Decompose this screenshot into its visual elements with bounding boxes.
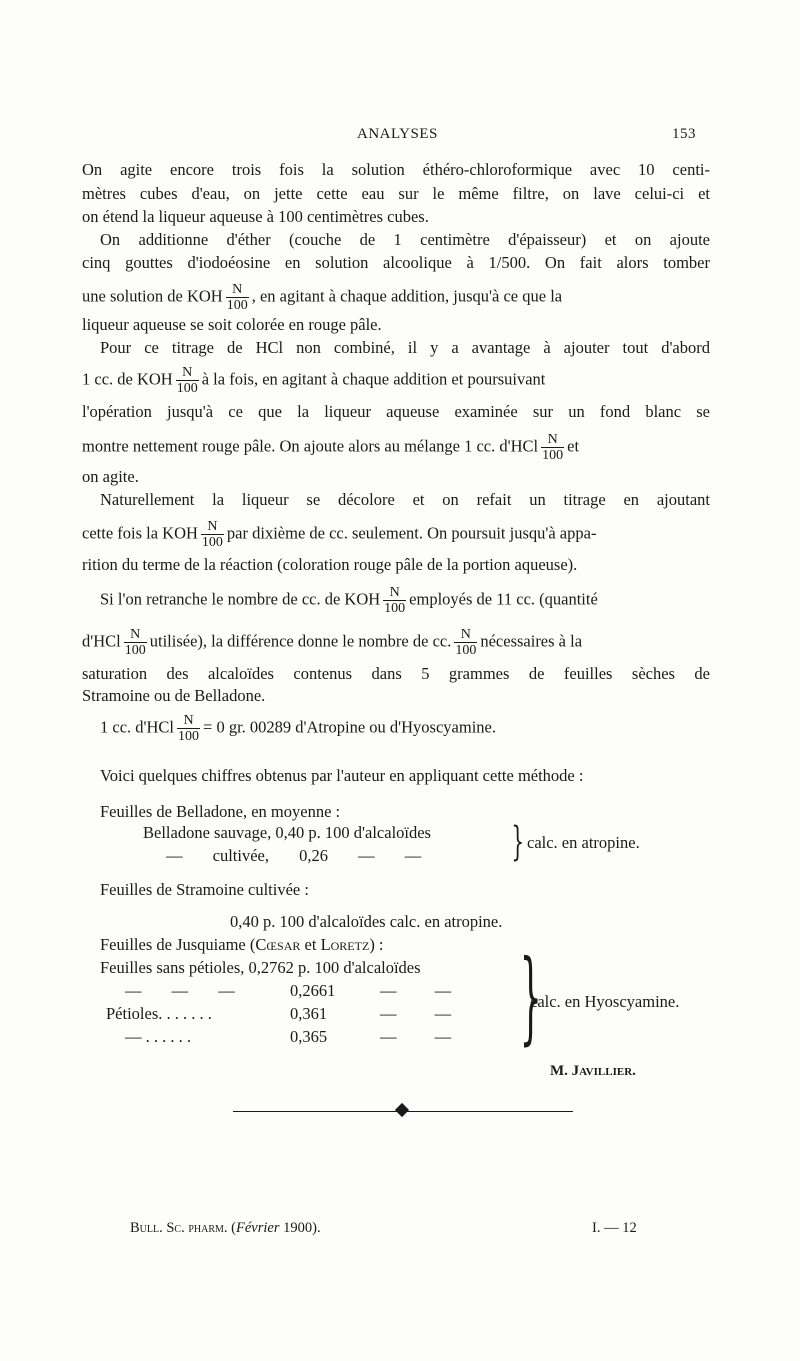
stramoine-row: 0,40 p. 100 d'alcaloïdes calc. en atropine. <box>230 912 503 931</box>
footer-signature-mark: I. — 12 <box>592 1220 637 1236</box>
p2-line3: une solution de KOH $\frac{N}{100}$ , en agitant à chaque addition, jusqu'à ce que la <box>82 282 563 313</box>
p5-line2: d'HCl $\frac{N}{100}$ utilisée), la différence donne le nombre de cc. $\frac{N}{100}$ nécessaires à la <box>82 627 583 658</box>
p1-line1: On agite encore trois fois la solution éthéro-chloroformique avec 10 centi- <box>82 160 710 179</box>
p1-line2: mètres cubes d'eau, on jette cette eau sur le même filtre, on lave celui-ci et <box>82 184 710 203</box>
p4-line3: rition du terme de la réaction (coloration rouge pâle de la portion aqueuse). <box>82 555 578 574</box>
jusquiame-row-1: Feuilles sans pétioles, 0,2762 p. 100 d'alcaloïdes <box>100 958 421 977</box>
jusquiame-row-2-label: — — — <box>125 981 235 1000</box>
fraction-n-100: $\frac{N}{100}$ <box>176 365 198 396</box>
p1-line3: on étend la liqueur aqueuse à 100 centimètres cubes. <box>82 207 429 226</box>
p3-line3: l'opération jusqu'à ce que la liqueur aqueuse examinée sur un fond blanc se <box>82 402 710 421</box>
p5-line4: Stramoine ou de Belladone. <box>82 686 266 705</box>
p2-line1: On additionne d'éther (couche de 1 centimètre d'épaisseur) et on ajoute <box>100 230 710 249</box>
jusquiame-row-3-label: Pétioles. . . . . . . <box>106 1004 212 1023</box>
fraction-n-100: $\frac{N}{100}$ <box>124 627 146 658</box>
fraction-n-100: $\frac{N}{100}$ <box>178 713 200 744</box>
author-signature: M. Javillier. <box>550 1063 636 1079</box>
fraction-n-100: $\frac{N}{100}$ <box>384 585 406 616</box>
right-brace-icon: } <box>511 819 525 865</box>
belladone-calc: calc. en atropine. <box>527 833 640 852</box>
p3-line4: montre nettement rouge pâle. On ajoute alors au mélange 1 cc. d'HCl $\frac{N}{100}$ et <box>82 432 580 463</box>
fraction-n-100: $\frac{N}{100}$ <box>201 519 223 550</box>
jusquiame-row-3-value: 0,361 <box>290 1004 328 1023</box>
p3-line1: Pour ce titrage de HCl non combiné, il y a avantage à ajouter tout d'abord <box>100 338 710 357</box>
p5-line1: Si l'on retranche le nombre de cc. de KOH $\frac{N}{100}$ employés de 11 cc. (quantité <box>100 585 598 616</box>
stramoine-title: Feuilles de Stramoine cultivée : <box>100 880 309 899</box>
figures-intro: Voici quelques chiffres obtenus par l'auteur en appliquant cette méthode : <box>100 766 584 785</box>
diamond-ornament-icon <box>395 1103 409 1117</box>
running-head: ANALYSES <box>357 126 438 142</box>
equivalence-line: 1 cc. d'HCl $\frac{N}{100}$ = 0 gr. 00289 d'Atropine ou d'Hyoscyamine. <box>100 713 496 744</box>
p5-line3: saturation des alcaloïdes contenus dans 5 grammes de feuilles sèches de <box>82 664 710 683</box>
jusquiame-row-4-ditto: — — <box>380 1027 452 1046</box>
page-number: 153 <box>672 126 696 142</box>
jusquiame-row-3-ditto: — — <box>380 1004 452 1023</box>
jusquiame-row-4-label: — . . . . . . <box>125 1027 191 1046</box>
jusquiame-title: Feuilles de Jusquiame (Cœsar et Loretz) : <box>100 935 384 954</box>
p4-line2: cette fois la KOH $\frac{N}{100}$ par dixième de cc. seulement. On poursuit jusqu'à appa- <box>82 519 597 550</box>
belladone-title: Feuilles de Belladone, en moyenne : <box>100 802 341 821</box>
fraction-n-100: $\frac{N}{100}$ <box>455 627 477 658</box>
p3-line5: on agite. <box>82 467 139 486</box>
jusquiame-calc: calc. en Hyoscyamine. <box>530 992 680 1011</box>
right-brace-icon: } <box>519 938 542 1055</box>
jusquiame-row-2-ditto: — — <box>380 981 452 1000</box>
belladone-row-2: — cultivée, 0,26 — — <box>166 846 422 865</box>
p4-line1: Naturellement la liqueur se décolore et on refait un titrage en ajoutant <box>100 490 710 509</box>
p2-line4: liqueur aqueuse se soit colorée en rouge pâle. <box>82 315 382 334</box>
footer-journal: Bull. Sc. pharm. (Février 1900). <box>130 1220 321 1236</box>
jusquiame-row-2-value: 0,2661 <box>290 981 336 1000</box>
p2-line2: cinq gouttes d'iodoéosine en solution alcoolique à 1/500. On fait alors tomber <box>82 253 710 272</box>
fraction-n-100: $\frac{N}{100}$ <box>542 432 564 463</box>
belladone-row-1: Belladone sauvage, 0,40 p. 100 d'alcaloïdes <box>143 823 431 842</box>
fraction-n-100: $\frac{N}{100}$ <box>226 282 248 313</box>
jusquiame-row-4-value: 0,365 <box>290 1027 328 1046</box>
p3-line2: 1 cc. de KOH $\frac{N}{100}$ à la fois, en agitant à chaque addition et poursuivant <box>82 365 546 396</box>
